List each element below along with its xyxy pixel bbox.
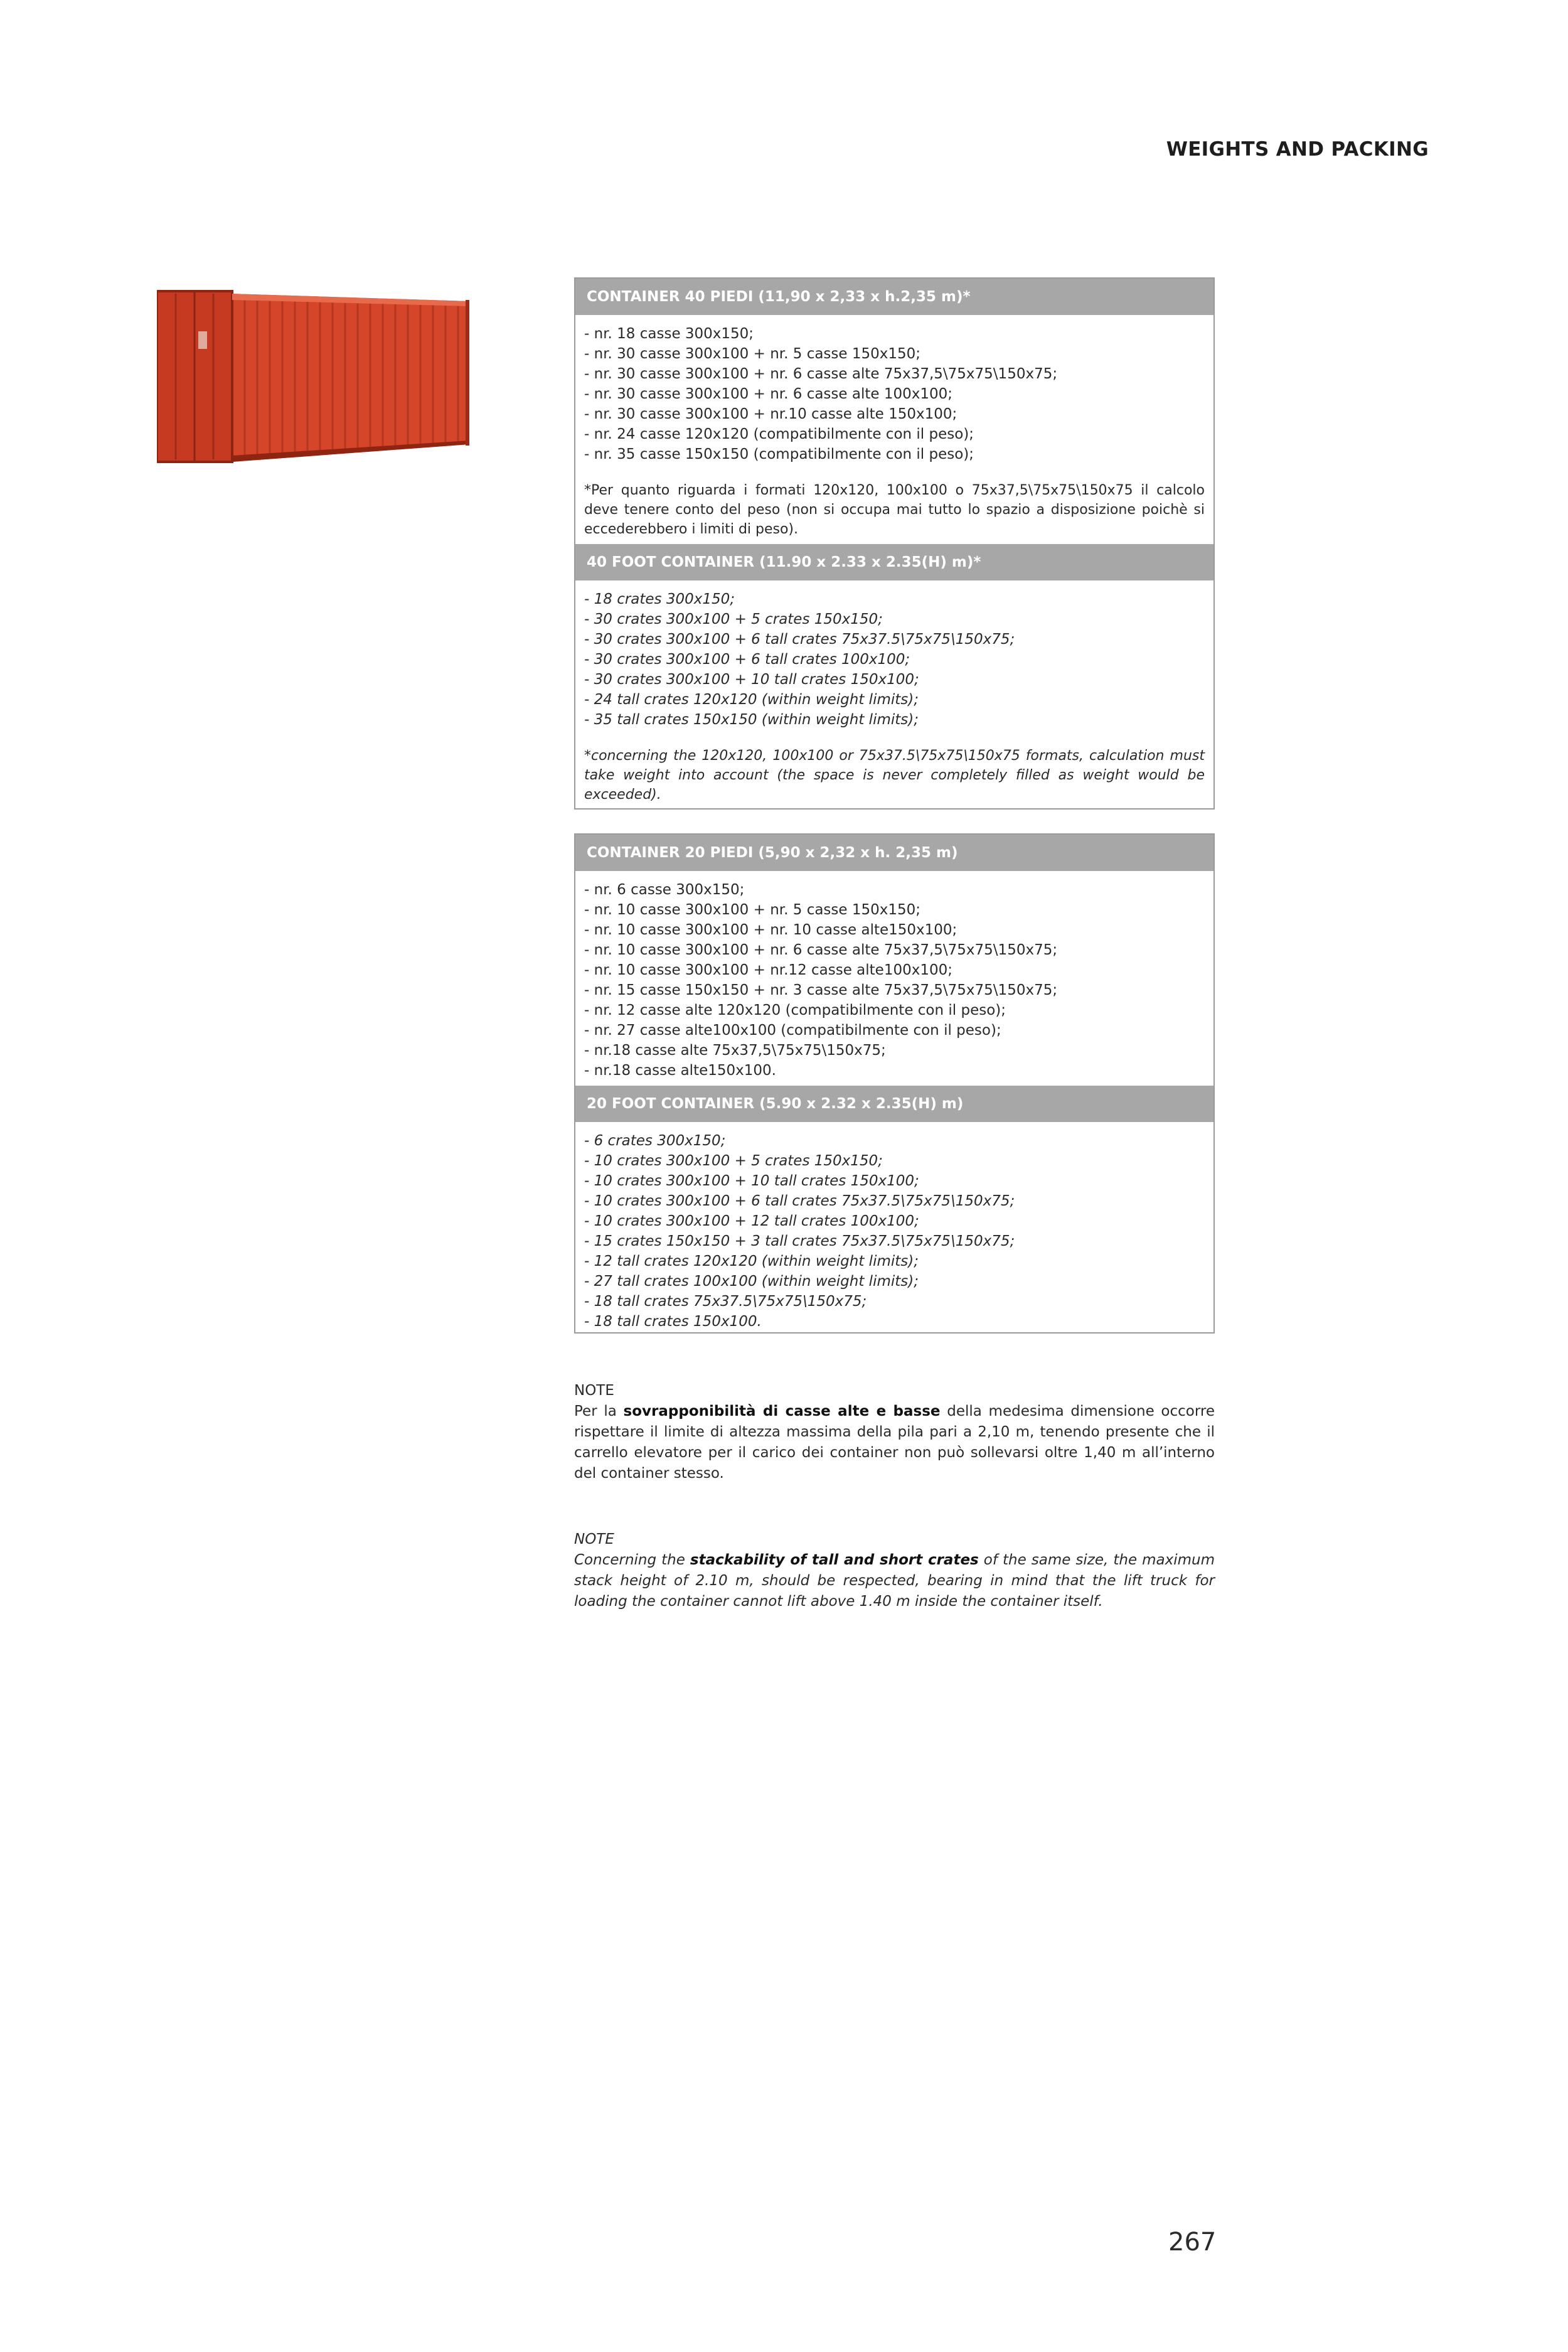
note-label: NOTE [574,1382,614,1399]
note-emphasis: sovrapponibilità di casse alte e basse [623,1403,941,1419]
list-item: - 30 crates 300x100 + 6 tall crates 100x100; [584,651,910,668]
list-item: - 30 crates 300x100 + 10 tall crates 150x100; [584,671,919,688]
container-20-list-en [575,1122,1213,1337]
list-item: - 6 crates 300x150; [584,1133,726,1149]
list-item: - 24 tall crates 120x120 (within weight limits); [584,692,919,708]
container-40-footnote-en: *concerning the 120x120, 100x100 or 75x37.5\75x75\150x75 formats, calculation must take weight into account (the space is never completely filled as weight would be exceeded). [584,748,1205,803]
container-20-title-en: 20 FOOT CONTAINER (5.90 x 2.32 x 2.35(H) m) [575,1086,1213,1122]
shipping-container-image [157,287,469,463]
container-20-title-it: CONTAINER 20 PIEDI (5,90 x 2,32 x h. 2,35 m) [575,835,1213,871]
list-item: - 18 tall crates 75x37.5\75x75\150x75; [584,1293,867,1310]
container-40-list-en [575,580,1213,735]
list-item: - nr. 27 casse alte100x100 (compatibilmente con il peso); [584,1022,1001,1039]
list-item: - 10 crates 300x100 + 10 tall crates 150x100; [584,1173,919,1189]
list-item: - nr. 10 casse 300x100 + nr. 6 casse alte 75x37,5\75x75\150x75; [584,942,1058,958]
container-40-table [574,277,1215,810]
list-item: - nr. 12 casse alte 120x120 (compatibilmente con il peso); [584,1002,1006,1018]
section-title: WEIGHTS AND PACKING [1166,138,1429,161]
list-item: - nr.18 casse alte 75x37,5\75x75\150x75; [584,1042,886,1059]
list-item: - nr. 24 casse 120x120 (compatibilmente con il peso); [584,426,974,442]
list-item: - nr. 30 casse 300x100 + nr. 6 casse alte 100x100; [584,386,952,402]
list-item: - nr. 10 casse 300x100 + nr. 5 casse 150x150; [584,902,921,918]
list-item: - nr. 15 casse 150x150 + nr. 3 casse alte 75x37,5\75x75\150x75; [584,982,1058,998]
list-item: - 18 tall crates 150x100. [584,1313,762,1330]
container-40-list-it [575,315,1213,469]
list-item: - 10 crates 300x100 + 6 tall crates 75x37.5\75x75\150x75; [584,1193,1015,1209]
list-item: - 27 tall crates 100x100 (within weight limits); [584,1273,919,1290]
note-emphasis: stackability of tall and short crates [690,1552,979,1568]
note-text: Concerning the [574,1552,690,1568]
list-item: - nr.18 casse alte150x100. [584,1062,776,1079]
list-item: - 30 crates 300x100 + 6 tall crates 75x37.5\75x75\150x75; [584,631,1015,648]
note-label: NOTE [574,1531,614,1548]
list-item: - 35 tall crates 150x150 (within weight limits); [584,712,919,728]
note-english [574,1529,1215,1612]
list-item: - 10 crates 300x100 + 12 tall crates 100x100; [584,1213,919,1229]
list-item: - nr. 10 casse 300x100 + nr.12 casse alte100x100; [584,962,952,978]
container-40-title-en: 40 FOOT CONTAINER (11.90 x 2.33 x 2.35(H) m)* [575,544,1213,580]
list-item: - nr. 30 casse 300x100 + nr.10 casse alte 150x100; [584,406,957,422]
list-item: - 30 crates 300x100 + 5 crates 150x150; [584,611,883,628]
list-item: - nr. 30 casse 300x100 + nr. 6 casse alte 75x37,5\75x75\150x75; [584,366,1058,382]
list-item: - nr. 30 casse 300x100 + nr. 5 casse 150x150; [584,346,921,362]
list-item: - nr. 6 casse 300x150; [584,882,745,898]
note-text: Per la [574,1403,624,1419]
list-item: - nr. 10 casse 300x100 + nr. 10 casse alte150x100; [584,922,957,938]
note-text: della medesima dimensione occorre rispettare il limite di altezza massima della pila pari a 2,10 m, tenendo presente che il carrello elevatore per il carico dei container non può sollevarsi oltre 1,40 m all’interno del container stesso. [574,1403,1215,1482]
page-number: 267 [1168,2228,1217,2257]
container-20-list-it [575,871,1213,1086]
list-item: - 10 crates 300x100 + 5 crates 150x150; [584,1153,883,1169]
note-italian [574,1381,1215,1484]
container-40-title-it: CONTAINER 40 PIEDI (11,90 x 2,33 x h.2,35 m)* [575,279,1213,315]
list-item: - 18 crates 300x150; [584,591,735,607]
list-item: - 15 crates 150x150 + 3 tall crates 75x37.5\75x75\150x75; [584,1233,1015,1249]
container-20-table [574,833,1215,1334]
note-text: of the same size, the maximum stack height of 2.10 m, should be respected, bearing in mind that the lift truck for loading the container cannot lift above 1.40 m inside the container itself. [574,1552,1215,1610]
container-40-footnote-it: *Per quanto riguarda i formati 120x120, 100x100 o 75x37,5\75x75\150x75 il calcolo deve tenere conto del peso (non si occupa mai tutto lo spazio a disposizione poichè si eccederebbero i limiti di peso). [584,483,1205,537]
list-item: - nr. 18 casse 300x150; [584,326,754,342]
list-item: - nr. 35 casse 150x150 (compatibilmente con il peso); [584,446,974,462]
list-item: - 12 tall crates 120x120 (within weight limits); [584,1253,919,1270]
